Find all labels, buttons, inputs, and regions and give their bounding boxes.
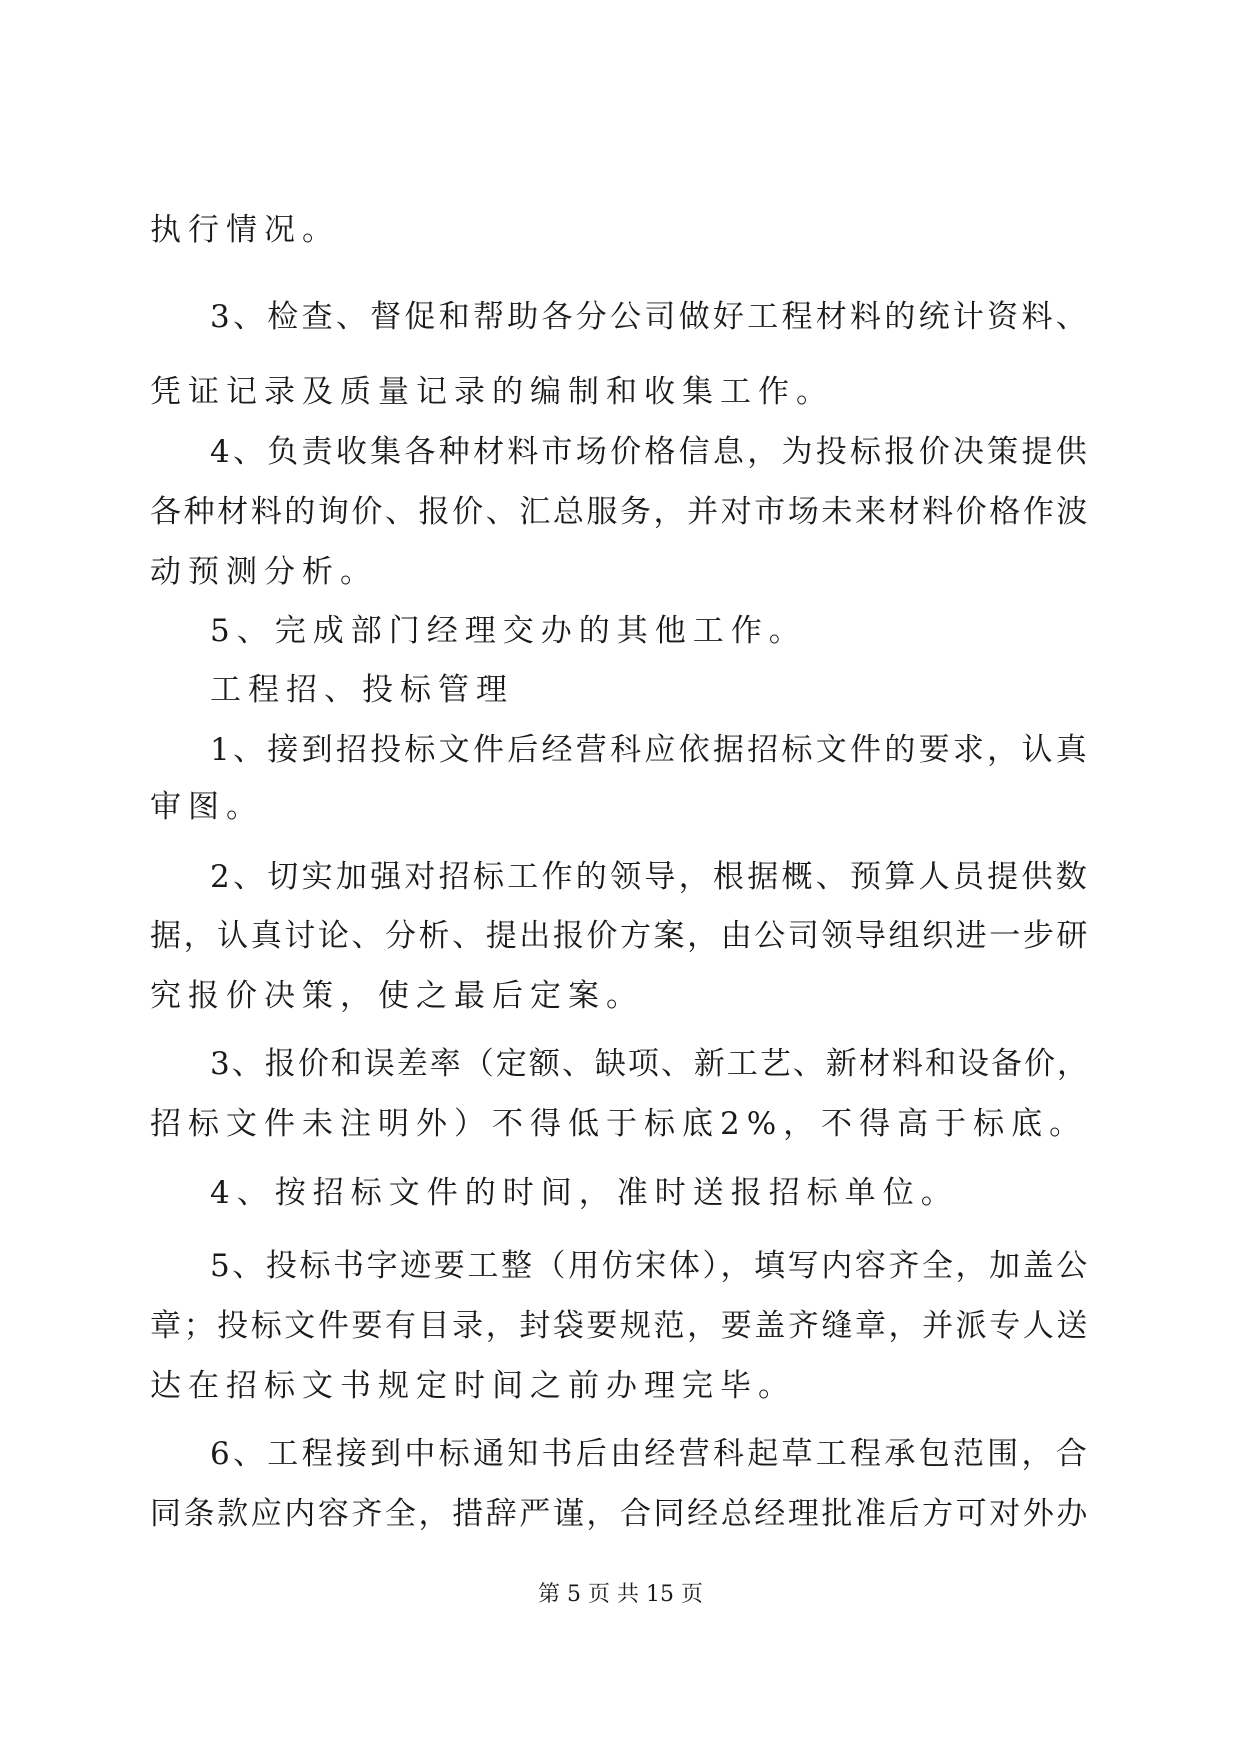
line-text: 3、报价和误差率（定额、缺项、新工艺、新材料和设备价， bbox=[210, 1046, 1090, 1082]
line-text: 执行情况。 bbox=[150, 212, 340, 248]
text-line bbox=[0, 1034, 1241, 1094]
line-text: 4、负责收集各种材料市场价格信息，为投标报价决策提供 bbox=[210, 434, 1091, 470]
section-heading bbox=[0, 660, 1241, 720]
line-text: 招标文件未注明外）不得低于标底2%，不得高于标底。 bbox=[150, 1106, 1088, 1142]
text-line bbox=[0, 422, 1241, 482]
text-line bbox=[0, 1356, 1241, 1416]
text-line bbox=[0, 362, 1241, 422]
text-line bbox=[0, 601, 1241, 661]
text-line bbox=[0, 200, 1241, 260]
line-text: 究报价决策，使之最后定案。 bbox=[150, 978, 644, 1014]
line-text: 凭证记录及质量记录的编制和收集工作。 bbox=[150, 374, 834, 410]
line-text: 1、接到招投标文件后经营科应依据招标文件的要求，认真 bbox=[210, 732, 1091, 768]
text-line bbox=[0, 1236, 1241, 1296]
text-line bbox=[0, 777, 1241, 837]
line-text: 5、投标书字迹要工整（用仿宋体），填写内容齐全，加盖公 bbox=[210, 1248, 1090, 1284]
text-line bbox=[0, 966, 1241, 1026]
text-line bbox=[0, 287, 1241, 347]
line-text: 6、工程接到中标通知书后由经营科起草工程承包范围，合 bbox=[210, 1436, 1091, 1472]
line-text: 据，认真讨论、分析、提出报价方案，由公司领导组织进一步研 bbox=[150, 918, 1090, 954]
text-line bbox=[0, 1484, 1241, 1544]
line-text: 达在招标文书规定时间之前办理完毕。 bbox=[150, 1368, 796, 1404]
text-line bbox=[0, 906, 1241, 966]
text-line bbox=[0, 1296, 1241, 1356]
text-line bbox=[0, 482, 1241, 542]
line-text: 3、检查、督促和帮助各分公司做好工程材料的统计资料、 bbox=[210, 299, 1091, 335]
line-text: 同条款应内容齐全，措辞严谨，合同经总经理批准后方可对外办 bbox=[150, 1496, 1090, 1532]
text-line bbox=[0, 847, 1241, 907]
line-text: 4、按招标文件的时间，准时送报招标单位。 bbox=[210, 1175, 959, 1211]
text-line bbox=[0, 720, 1241, 780]
line-text: 5、完成部门经理交办的其他工作。 bbox=[210, 613, 807, 649]
text-line bbox=[0, 1094, 1241, 1154]
text-line bbox=[0, 1163, 1241, 1223]
page-number: 第 5 页 共 15 页 bbox=[538, 1582, 703, 1607]
heading-text: 工程招、投标管理 bbox=[210, 672, 514, 708]
text-line bbox=[0, 542, 1241, 602]
line-text: 2、切实加强对招标工作的领导，根据概、预算人员提供数 bbox=[210, 859, 1091, 895]
line-text: 各种材料的询价、报价、汇总服务，并对市场未来材料价格作波 bbox=[150, 494, 1090, 530]
text-line bbox=[0, 1424, 1241, 1484]
page-footer bbox=[0, 1578, 1241, 1612]
line-text: 章；投标文件要有目录，封袋要规范，要盖齐缝章，并派专人送 bbox=[150, 1308, 1090, 1344]
line-text: 审图。 bbox=[150, 789, 264, 825]
line-text: 动预测分析。 bbox=[150, 554, 378, 590]
